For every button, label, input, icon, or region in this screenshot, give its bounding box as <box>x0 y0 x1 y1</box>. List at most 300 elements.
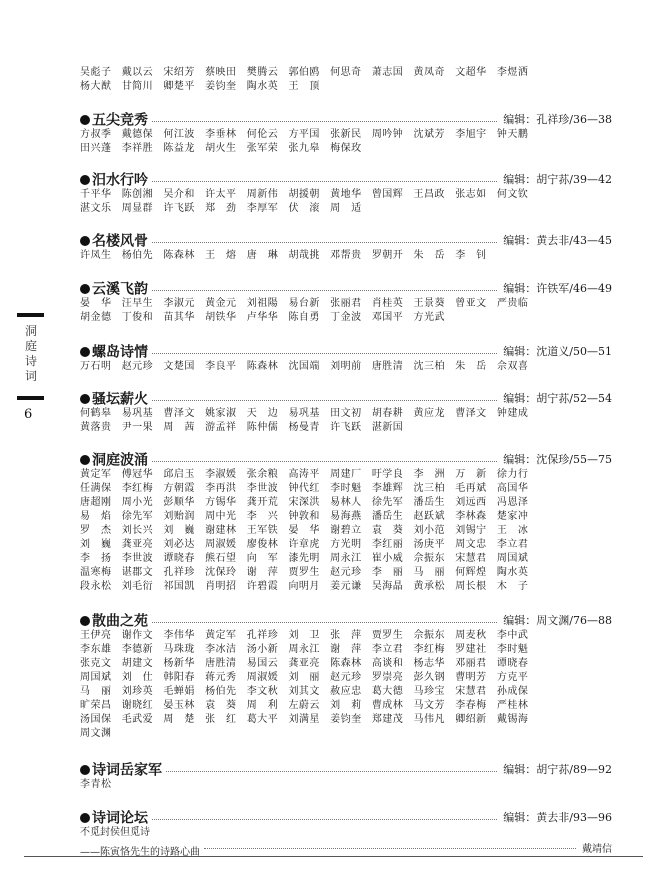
contributor-name: 孙成保 <box>496 686 529 697</box>
contributor-name: 宋慧君 <box>455 686 487 697</box>
contributor-name: 赵跃斌 <box>413 511 445 522</box>
contributor-name: 田文初 <box>330 408 362 419</box>
section-heading <box>80 344 612 360</box>
section-editor: 编辑：周文渊/76—88 <box>503 614 612 627</box>
contributor-name: 李时魁 <box>496 644 529 655</box>
contributor-name: 甘简川 <box>121 81 154 92</box>
contributor-name: 刘满星 <box>288 714 320 725</box>
contributor-name: 彭顺华 <box>163 497 195 508</box>
contributor-name: 李红梅 <box>413 644 445 655</box>
contributor-name: 宋慧君 <box>455 553 487 564</box>
name-row <box>80 188 612 202</box>
contributor-name: 熊石望 <box>205 553 237 564</box>
article-title: 不觅封侯但觅诗 <box>80 827 150 838</box>
contributor-name: 田兴蓬 <box>80 143 112 154</box>
contributor-name: 姜钧奎 <box>330 714 362 725</box>
name-row <box>80 524 612 538</box>
intro-name-list <box>80 66 612 94</box>
name-row <box>80 671 612 685</box>
name-row <box>80 66 612 80</box>
name-row <box>80 496 612 510</box>
contributor-name: 严桂林 <box>496 700 529 711</box>
bullet-icon <box>80 813 90 823</box>
contributor-name: 李立君 <box>371 644 404 655</box>
contributor-name: 周建厂 <box>330 469 362 480</box>
contributor-name: 刘必达 <box>163 539 195 550</box>
section-editor: 编辑：胡宁荪/39—42 <box>503 173 612 186</box>
contributor-name: 陈自勇 <box>288 312 320 323</box>
contributor-name: 祁国凯 <box>163 581 195 592</box>
contributor-name: 陈益龙 <box>163 143 195 154</box>
contributor-name: 陶水英 <box>246 81 279 92</box>
contributor-name: 赵元珍 <box>121 361 154 372</box>
contributor-name: 王 顶 <box>288 81 320 92</box>
contributor-name: 胡建文 <box>121 658 154 669</box>
contributor-name: 谭晓春 <box>163 553 195 564</box>
section-editor: 编辑：胡宁荪/89—92 <box>503 763 612 776</box>
contributor-name: 龚亚亮 <box>288 658 320 669</box>
contributor-name: 陈仲儒 <box>246 422 279 433</box>
contributor-name: 刘 莉 <box>330 700 362 711</box>
contributor-name: 文超华 <box>455 67 487 78</box>
article-subtitle-line <box>80 840 612 858</box>
contributor-name: 沈三柏 <box>413 361 445 372</box>
contributor-name: 郑建茂 <box>371 714 404 725</box>
contributor-name: 何辉煌 <box>455 567 487 578</box>
article-author: 戴靖信 <box>582 844 612 855</box>
contributor-name: 刘 巍 <box>80 539 112 550</box>
section-title: 名楼风骨 <box>92 233 148 250</box>
contributor-name: 王伊亮 <box>80 630 112 641</box>
contributor-name: 高国华 <box>496 483 529 494</box>
contributor-name: 马伟凡 <box>413 714 445 725</box>
contributor-name: 方朝霞 <box>163 483 195 494</box>
contributor-name: 周 适 <box>330 203 362 214</box>
dot-leader <box>152 290 497 291</box>
contributor-name: 千平华 <box>80 189 112 200</box>
contributor-name: 廖俊林 <box>246 539 279 550</box>
contributor-name: 姚家淑 <box>205 408 237 419</box>
contributor-name: 黄落贵 <box>80 422 112 433</box>
contributor-name: 晏玉林 <box>163 700 195 711</box>
contributor-name: 唐超刚 <box>80 497 112 508</box>
contributor-name: 佘振东 <box>413 553 445 564</box>
running-head-title <box>23 324 39 384</box>
name-row <box>80 421 612 435</box>
contributor-name: 谌郡文 <box>121 567 154 578</box>
contributor-name: 易国云 <box>246 658 279 669</box>
contributor-name: 许太平 <box>205 189 237 200</box>
contributor-name: 李红丽 <box>371 539 404 550</box>
contributor-name: 唐胜清 <box>205 658 237 669</box>
contributor-name: 陈森林 <box>163 250 195 261</box>
contributor-name: 李 洲 <box>413 469 445 480</box>
running-head-char: 词 <box>24 369 37 383</box>
bullet-icon <box>80 616 90 626</box>
contributor-name: 周 茜 <box>163 422 195 433</box>
dot-leader <box>152 819 497 820</box>
section-editor: 编辑：孔祥珍/36—38 <box>503 113 612 126</box>
section-editor: 编辑：胡宁荪/52—54 <box>503 392 612 405</box>
contributor-name: 李伟华 <box>163 630 195 641</box>
contributor-name: 钟建成 <box>496 408 529 419</box>
contributor-name: 杨伯先 <box>205 686 237 697</box>
contributor-name: 万 新 <box>455 469 487 480</box>
contributor-name: 崔小威 <box>371 553 404 564</box>
contributor-name: 王军铁 <box>246 525 279 536</box>
article-subtitle: ——陈寅恪先生的诗路心曲 <box>80 847 200 858</box>
bullet-icon <box>80 236 90 246</box>
running-head-char: 庭 <box>24 339 37 353</box>
contributor-name: 黄承松 <box>413 581 445 592</box>
contributor-name: 周显群 <box>121 203 154 214</box>
contributor-name: 向 军 <box>246 553 279 564</box>
name-row <box>80 727 612 741</box>
contributor-name: 周长根 <box>455 581 487 592</box>
contributor-name: 许碧霞 <box>246 581 279 592</box>
section <box>80 452 612 594</box>
contributor-name: 谢作文 <box>121 630 154 641</box>
running-head-char: 洞 <box>24 324 37 338</box>
contributor-name: 卿绍新 <box>455 714 487 725</box>
contributor-name: 宋深洪 <box>288 497 320 508</box>
contributor-name: 李中武 <box>496 630 529 641</box>
dot-leader <box>152 353 497 354</box>
contributor-name: 黄应龙 <box>413 408 445 419</box>
contributor-name: 刘 卫 <box>288 630 320 641</box>
contributor-name: 姜钧奎 <box>205 81 237 92</box>
section-title: 散曲之苑 <box>92 613 148 630</box>
contributor-name: 杨曼青 <box>288 422 320 433</box>
contributor-name: 吴彪子 <box>80 67 112 78</box>
contributor-name: 沈斌芳 <box>413 129 445 140</box>
contributor-name: 张九皋 <box>288 143 320 154</box>
contributor-name: 许飞跃 <box>163 203 195 214</box>
section <box>80 810 612 858</box>
contributor-name: 天 边 <box>246 408 279 419</box>
contributor-name: 陶水英 <box>496 567 529 578</box>
contributor-name: 孔祥珍 <box>163 567 195 578</box>
contributor-name: 黄定军 <box>80 469 112 480</box>
contributor-name: 谢 萍 <box>330 644 362 655</box>
name-row <box>80 128 612 142</box>
contributor-name: 易林人 <box>330 497 362 508</box>
contributor-name: 湛新国 <box>371 422 404 433</box>
contributor-name: 马 丽 <box>413 567 445 578</box>
section-editor: 编辑：许铁军/46—49 <box>503 282 612 295</box>
contributor-name: 沈三柏 <box>413 483 445 494</box>
contributor-name: 戴以云 <box>121 67 154 78</box>
contributor-name: 李春梅 <box>455 700 487 711</box>
section-title: 云溪飞韵 <box>92 281 148 298</box>
contributor-name: 易 焰 <box>80 511 112 522</box>
contributor-name: 刘 巍 <box>163 525 195 536</box>
section-editor: 编辑：沈道义/50—51 <box>503 345 612 358</box>
section-heading <box>80 762 612 778</box>
contributor-name: 吴介和 <box>163 189 195 200</box>
contributor-name: 毛蝉娟 <box>163 686 195 697</box>
section-heading <box>80 172 612 188</box>
page-number: 6 <box>24 407 33 422</box>
contributor-name: 易海燕 <box>330 511 362 522</box>
contributor-name: 陈森林 <box>246 361 279 372</box>
contributor-name: 胡援朝 <box>288 189 320 200</box>
contributor-name: 宋绍芳 <box>163 67 195 78</box>
name-row <box>80 699 612 713</box>
contributor-name: 蒋元秀 <box>205 672 237 683</box>
contributor-name: 任满保 <box>80 483 112 494</box>
section <box>80 112 612 156</box>
dot-leader <box>152 400 497 401</box>
contributor-name: 葛大德 <box>371 686 404 697</box>
contributor-name: 郑 劲 <box>205 203 237 214</box>
contributor-name: 罗崇亮 <box>371 672 404 683</box>
section-title: 洞庭波涌 <box>92 452 148 469</box>
contributor-name: 周国斌 <box>496 553 529 564</box>
contributor-name: 卿楚平 <box>163 81 195 92</box>
contributor-name: 吴海晶 <box>371 581 404 592</box>
contributor-name: 漆先明 <box>288 553 320 564</box>
contributor-name: 佘振东 <box>413 630 445 641</box>
contributor-name: 周中光 <box>205 511 237 522</box>
name-row <box>80 566 612 580</box>
contributor-name: 胡铁华 <box>205 312 237 323</box>
contributor-name: 周文忠 <box>455 539 487 550</box>
contributor-name: 胡金德 <box>80 312 112 323</box>
bullet-icon <box>80 455 90 465</box>
dot-leader <box>152 121 497 122</box>
section <box>80 613 612 741</box>
contributor-name: 易巩基 <box>121 408 154 419</box>
contributor-name: 李 兴 <box>246 511 279 522</box>
contributor-name: 刘 丽 <box>288 672 320 683</box>
contributor-name: 傅冠华 <box>121 469 154 480</box>
contributor-name: 刘 仕 <box>121 672 154 683</box>
name-row <box>80 778 612 792</box>
contributor-name: 钟代红 <box>288 483 320 494</box>
contributor-name: 许凤生 <box>80 250 112 261</box>
contributor-name: 万石明 <box>80 361 112 372</box>
contributor-name: 潘岳生 <box>413 497 445 508</box>
name-row <box>80 685 612 699</box>
contributor-name: 曹泽文 <box>455 408 487 419</box>
contributor-name: 周新伟 <box>246 189 279 200</box>
contributor-name: 李淑媛 <box>205 469 237 480</box>
contributor-name: 方平国 <box>288 129 320 140</box>
contributor-name: 方光明 <box>330 539 362 550</box>
section-title: 螺岛诗情 <box>92 344 148 361</box>
running-head-char: 诗 <box>24 354 37 368</box>
contributor-name: 李青松 <box>80 779 112 790</box>
contributor-name: 曾国辉 <box>371 189 404 200</box>
contributor-name: 李德新 <box>121 644 154 655</box>
contributor-name: 卢华华 <box>246 312 279 323</box>
contributor-name: 肖明招 <box>205 581 237 592</box>
contributor-name: 马珠珑 <box>163 644 195 655</box>
contributor-name: 胡火生 <box>205 143 237 154</box>
contributor-name: 张 红 <box>205 714 237 725</box>
contributor-name: 向明月 <box>288 581 320 592</box>
contributor-name: 旷荣昌 <box>80 700 112 711</box>
contributor-name: 刘毛衍 <box>121 581 154 592</box>
name-row <box>80 80 612 94</box>
contributor-name: 张克文 <box>80 658 112 669</box>
contributor-name: 毛再斌 <box>455 483 487 494</box>
contributor-name: 周永江 <box>288 644 320 655</box>
contributor-name: 何伦云 <box>246 129 279 140</box>
contributor-name: 赵元珍 <box>330 567 362 578</box>
contributor-name: 湛文乐 <box>80 203 112 214</box>
contributor-name: 邓国平 <box>371 312 404 323</box>
contributor-name: 吁学良 <box>371 469 404 480</box>
contributor-name: 王景葵 <box>413 298 445 309</box>
contributor-name: 周文渊 <box>80 728 112 739</box>
section-heading <box>80 233 612 249</box>
name-row <box>80 538 612 552</box>
contributor-name: 陈森林 <box>330 658 362 669</box>
contributor-name: 游孟祥 <box>205 422 237 433</box>
dot-leader <box>152 622 497 623</box>
contributor-name: 周麦秋 <box>455 630 487 641</box>
contributor-name: 尹一果 <box>121 422 154 433</box>
section-heading <box>80 810 612 826</box>
dot-leader <box>152 242 497 243</box>
contributor-name: 钟天鹏 <box>496 129 529 140</box>
contributor-name: 杨伯先 <box>121 250 154 261</box>
contributor-name: 张丽君 <box>330 298 362 309</box>
contributor-name: 刘珍英 <box>121 686 154 697</box>
contributor-name: 段永松 <box>80 581 112 592</box>
contributor-name: 袁 葵 <box>371 525 404 536</box>
contributor-name: 王 冰 <box>496 525 529 536</box>
contributor-name: 刘贻润 <box>163 511 195 522</box>
contributor-name: 黄凤奇 <box>413 67 445 78</box>
name-row <box>80 407 612 421</box>
contributor-name: 温寒梅 <box>80 567 112 578</box>
contributor-name: 李冰洁 <box>205 644 237 655</box>
contributor-name: 方锡华 <box>205 497 237 508</box>
contributor-name: 邓帮贵 <box>330 250 362 261</box>
contributor-name: 张 萍 <box>330 630 362 641</box>
name-row <box>80 580 612 594</box>
contributor-name: 曹泽文 <box>163 408 195 419</box>
contributor-name: 刘长兴 <box>121 525 154 536</box>
contributor-name: 易巩基 <box>288 408 320 419</box>
contributor-name: 马 丽 <box>80 686 112 697</box>
contributor-name: 罗建社 <box>455 644 487 655</box>
contributor-name: 曾亚文 <box>455 298 487 309</box>
bullet-icon <box>80 284 90 294</box>
contributor-name: 李再洪 <box>205 483 237 494</box>
bullet-icon <box>80 175 90 185</box>
contributor-name: 樊腾云 <box>246 67 279 78</box>
name-row <box>80 657 612 671</box>
contributor-name: 马文芳 <box>413 700 445 711</box>
contributor-name: 王 熔 <box>205 250 237 261</box>
contributor-name: 杨志华 <box>413 658 445 669</box>
contributor-name: 苗其华 <box>163 312 195 323</box>
contributor-name: 伏 滚 <box>288 203 320 214</box>
contributor-name: 刘远西 <box>455 497 487 508</box>
contributor-name: 李世波 <box>246 483 279 494</box>
contributor-name: 邱启玉 <box>163 469 195 480</box>
contributor-name: 戴锡海 <box>496 714 529 725</box>
contributor-name: 葛大平 <box>246 714 279 725</box>
contributor-name: 谢碧立 <box>330 525 362 536</box>
name-row <box>80 202 612 216</box>
section-heading <box>80 112 612 128</box>
contributor-name: 易台新 <box>288 298 320 309</box>
contributor-name: 何鹤皋 <box>80 408 112 419</box>
section-heading <box>80 391 612 407</box>
contributor-name: 潘岳生 <box>371 511 404 522</box>
contributor-name: 周淑媛 <box>246 672 279 683</box>
contributor-name: 楚家冲 <box>496 511 529 522</box>
contributor-name: 李 丽 <box>371 567 404 578</box>
contributor-name: 李淑元 <box>163 298 195 309</box>
section-title: 五尖竞秀 <box>92 112 148 129</box>
section-title: 诗词论坛 <box>92 810 148 827</box>
name-row <box>80 510 612 524</box>
name-row <box>80 468 612 482</box>
name-row <box>80 360 612 374</box>
name-row <box>80 311 612 325</box>
contributor-name: 唐 琳 <box>246 250 279 261</box>
contributor-name: 张军荣 <box>246 143 279 154</box>
contributor-name: 李立君 <box>496 539 529 550</box>
contributor-name: 何思奇 <box>330 67 362 78</box>
contributor-name: 谢 萍 <box>246 567 279 578</box>
section-title: 汨水行吟 <box>92 172 148 189</box>
contributor-name: 胡春耕 <box>371 408 404 419</box>
contributor-name: 汤小新 <box>246 644 279 655</box>
contributor-name: 刘锡宁 <box>455 525 487 536</box>
contributor-name: 黄地华 <box>330 189 362 200</box>
bullet-icon <box>80 347 90 357</box>
dot-leader <box>166 771 497 772</box>
contributor-name: 汪早生 <box>121 298 154 309</box>
section-editor: 编辑：沈保珍/55—75 <box>503 453 612 466</box>
contributor-name: 朱 岳 <box>413 250 445 261</box>
section <box>80 762 612 792</box>
contributor-name: 袁 葵 <box>205 700 237 711</box>
contributor-name: 孔祥珍 <box>246 630 279 641</box>
contributor-name: 黄定军 <box>205 630 237 641</box>
section <box>80 233 612 263</box>
name-row <box>80 643 612 657</box>
contributor-name: 丁金波 <box>330 312 362 323</box>
name-row <box>80 713 612 727</box>
contributor-name: 周 利 <box>246 700 279 711</box>
contributor-name: 高谈和 <box>371 658 404 669</box>
contributor-name: 郭伯鸥 <box>288 67 320 78</box>
section <box>80 391 612 435</box>
contributor-name: 张余粮 <box>246 469 279 480</box>
contributor-name: 李祥胜 <box>121 143 154 154</box>
running-head-bottom-bar <box>17 396 44 400</box>
contributor-name: 左蔚云 <box>288 700 320 711</box>
section-heading <box>80 281 612 297</box>
contributor-name: 佘双喜 <box>496 361 529 372</box>
contributor-name: 丁俊和 <box>121 312 154 323</box>
contributor-name: 陈创湘 <box>121 189 154 200</box>
contributor-name: 许章虎 <box>288 539 320 550</box>
name-row <box>80 142 612 156</box>
contributor-name: 姜元谦 <box>330 581 362 592</box>
contributor-name: 严贵临 <box>496 298 529 309</box>
contributor-name: 周 楚 <box>163 714 195 725</box>
contributor-name: 胡哉挑 <box>288 250 320 261</box>
